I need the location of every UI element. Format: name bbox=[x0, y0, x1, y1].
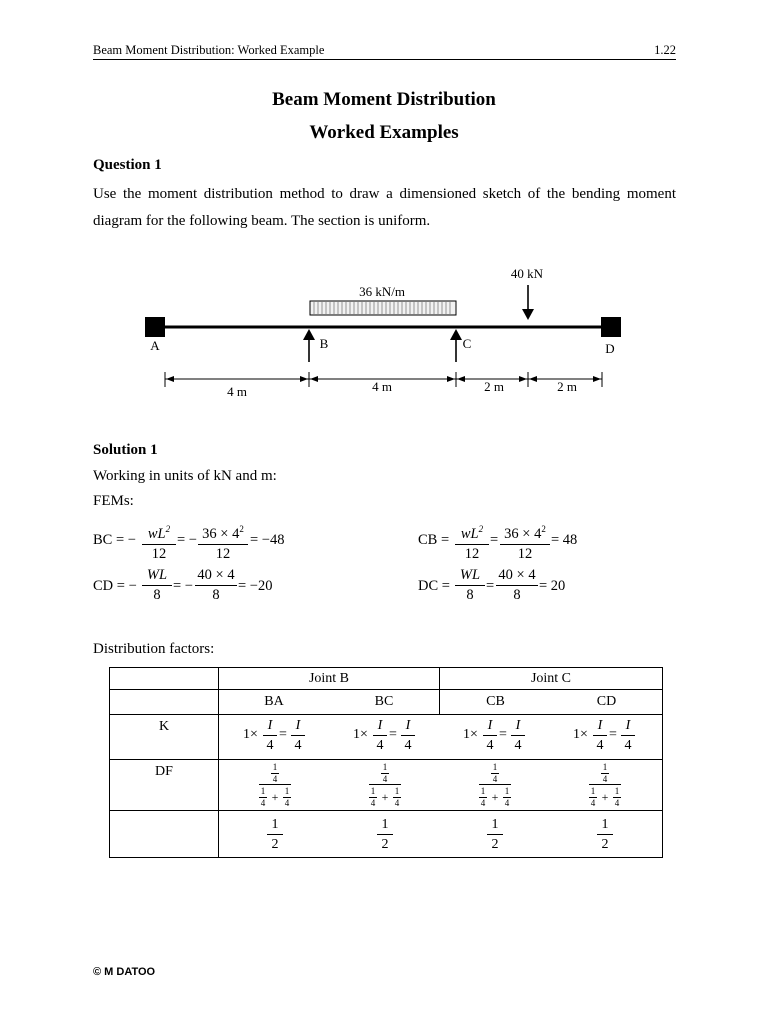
k-fraction-2: I 4 bbox=[621, 717, 635, 754]
beam-diagram bbox=[0, 250, 768, 410]
k-row-label: K bbox=[110, 715, 219, 760]
dim-label-ab: 4 m bbox=[227, 384, 247, 399]
joint-b-header: Joint B bbox=[219, 668, 440, 690]
solution-heading: Solution 1 bbox=[93, 442, 158, 458]
k-equals: = bbox=[279, 727, 287, 742]
document-title: Beam Moment Distribution bbox=[272, 89, 496, 110]
df-denominator bbox=[479, 787, 511, 808]
fem-bc-eq: = − bbox=[177, 532, 197, 548]
df-small-fraction: 1 4 bbox=[480, 786, 486, 808]
member-bc: BC bbox=[374, 694, 394, 709]
question-heading: Question 1 bbox=[93, 157, 162, 173]
k-fraction-1: I 4 bbox=[263, 717, 277, 754]
fem-cd-eq: = − bbox=[173, 578, 193, 594]
df-value-cd bbox=[589, 763, 621, 809]
running-header-title: Beam Moment Distribution: Worked Example bbox=[93, 43, 325, 57]
df-main-bar bbox=[369, 784, 401, 785]
df-result-cd: 1 2 bbox=[597, 816, 613, 853]
joint-c-members bbox=[440, 690, 663, 715]
k-equals: = bbox=[389, 727, 397, 742]
df-small-fraction: 1 4 bbox=[504, 786, 510, 808]
df-row-label: DF bbox=[110, 760, 219, 811]
df-main-bar bbox=[589, 784, 621, 785]
fem-cb-result: = 48 bbox=[551, 532, 578, 548]
df-denominator bbox=[259, 787, 291, 808]
fem-cd-lhs: CD = − bbox=[93, 578, 137, 594]
k-value-bc bbox=[353, 716, 417, 758]
df-result-ba: 1 2 bbox=[267, 816, 283, 853]
fem-dc-lhs: DC = bbox=[418, 578, 450, 594]
fem-cd-fraction-2: 40 × 4 8 bbox=[195, 567, 237, 604]
k-fraction-2: I 4 bbox=[511, 717, 525, 754]
udl-label: 36 kN/m bbox=[359, 284, 405, 299]
fem-cd-fraction-1: WL 8 bbox=[142, 567, 172, 604]
fems-label: FEMs: bbox=[93, 493, 134, 509]
df-result-cb: 1 2 bbox=[487, 816, 503, 853]
header-rule bbox=[93, 59, 676, 60]
fem-dc-fraction-1: WL 8 bbox=[455, 567, 485, 604]
df-result-bc: 1 2 bbox=[377, 816, 393, 853]
k-fraction-2: I 4 bbox=[291, 717, 305, 754]
point-load-arrowhead bbox=[522, 309, 534, 320]
member-cd: CD bbox=[596, 694, 617, 709]
fixed-support-d bbox=[601, 317, 621, 337]
dim-label-load-d: 2 m bbox=[557, 379, 577, 394]
df-denominator bbox=[589, 787, 621, 808]
fem-dc-fraction-2: 40 × 4 8 bbox=[496, 567, 538, 604]
support-label-b: B bbox=[319, 336, 329, 351]
df-numerator: 1 4 bbox=[492, 762, 498, 784]
result-row-label bbox=[110, 811, 219, 858]
df-plus: + bbox=[381, 790, 389, 804]
k-value-cb bbox=[463, 716, 527, 758]
page-number: 1.22 bbox=[654, 43, 676, 57]
k-fraction-1: I 4 bbox=[483, 717, 497, 754]
result-row-values bbox=[219, 811, 663, 858]
k-fraction-1: I 4 bbox=[373, 717, 387, 754]
fem-bc-fraction-1: $wL^2$ 12 bbox=[142, 521, 176, 563]
k-value-ba bbox=[243, 716, 307, 758]
df-small-fraction: 1 4 bbox=[614, 786, 620, 808]
k-equals: = bbox=[499, 727, 507, 742]
k-prefix: 1× bbox=[243, 727, 258, 742]
df-small-fraction: 1 4 bbox=[394, 786, 400, 808]
member-ba: BA bbox=[264, 694, 284, 709]
k-prefix: 1× bbox=[573, 727, 588, 742]
support-label-d: D bbox=[605, 341, 615, 356]
k-prefix: 1× bbox=[353, 727, 368, 742]
df-value-ba bbox=[259, 763, 291, 809]
df-numerator: 1 4 bbox=[272, 762, 278, 784]
df-value-bc bbox=[369, 763, 401, 809]
support-label-c: C bbox=[462, 336, 472, 351]
fem-cd-result: = −20 bbox=[238, 578, 273, 594]
df-row-values bbox=[219, 760, 663, 811]
df-small-fraction: 1 4 bbox=[370, 786, 376, 808]
members-row-label bbox=[110, 690, 219, 715]
k-fraction-1: I 4 bbox=[593, 717, 607, 754]
units-line: Working in units of kN and m: bbox=[93, 468, 277, 484]
df-small-fraction: 1 4 bbox=[590, 786, 596, 808]
k-row-values bbox=[219, 715, 663, 760]
joint-b-members bbox=[219, 690, 440, 715]
df-plus: + bbox=[491, 790, 499, 804]
fem-dc-result: = 20 bbox=[539, 578, 566, 594]
support-label-a: A bbox=[150, 338, 160, 353]
fem-dc-eq: = bbox=[486, 578, 495, 594]
question-text: Use the moment distribution method to draw a dimensioned sketch of the bending moment diagram for the following beam. The section is uniform. bbox=[93, 186, 676, 229]
df-value-cb bbox=[479, 763, 511, 809]
fem-cb-lhs: CB = bbox=[418, 532, 450, 548]
df-small-fraction: 1 4 bbox=[284, 786, 290, 808]
k-equals: = bbox=[609, 727, 617, 742]
k-prefix: 1× bbox=[463, 727, 478, 742]
joint-c-header: Joint C bbox=[440, 668, 663, 690]
distribution-factor-table bbox=[109, 667, 663, 858]
table-corner bbox=[110, 668, 219, 690]
df-plus: + bbox=[601, 790, 609, 804]
df-main-bar bbox=[479, 784, 511, 785]
distribution-factors-label: Distribution factors: bbox=[93, 641, 215, 657]
k-value-cd bbox=[573, 716, 637, 758]
document-subtitle: Worked Examples bbox=[309, 122, 459, 143]
fem-bc-fraction-2: $36 \times 4^2$ 12 bbox=[198, 521, 248, 563]
dim-label-c-load: 2 m bbox=[484, 379, 504, 394]
point-load-label: 40 kN bbox=[510, 266, 544, 281]
fem-cb-eq: = bbox=[490, 532, 499, 548]
df-plus: + bbox=[271, 790, 279, 804]
fixed-support-a bbox=[145, 317, 165, 337]
df-numerator: 1 4 bbox=[602, 762, 608, 784]
member-cb: CB bbox=[486, 694, 505, 709]
k-fraction-2: I 4 bbox=[401, 717, 415, 754]
copyright-footer: © M DATOO bbox=[93, 966, 156, 978]
fem-bc-lhs: BC = − bbox=[93, 532, 136, 548]
df-numerator: 1 4 bbox=[382, 762, 388, 784]
dim-label-bc: 4 m bbox=[372, 379, 392, 394]
df-small-fraction: 1 4 bbox=[260, 786, 266, 808]
fem-bc-result: = −48 bbox=[250, 532, 285, 548]
fem-cb-fraction-1: $wL^2$ 12 bbox=[455, 521, 489, 563]
df-main-bar bbox=[259, 784, 291, 785]
fem-cb-fraction-2: $36 \times 4^2$ 12 bbox=[500, 521, 550, 563]
df-denominator bbox=[369, 787, 401, 808]
